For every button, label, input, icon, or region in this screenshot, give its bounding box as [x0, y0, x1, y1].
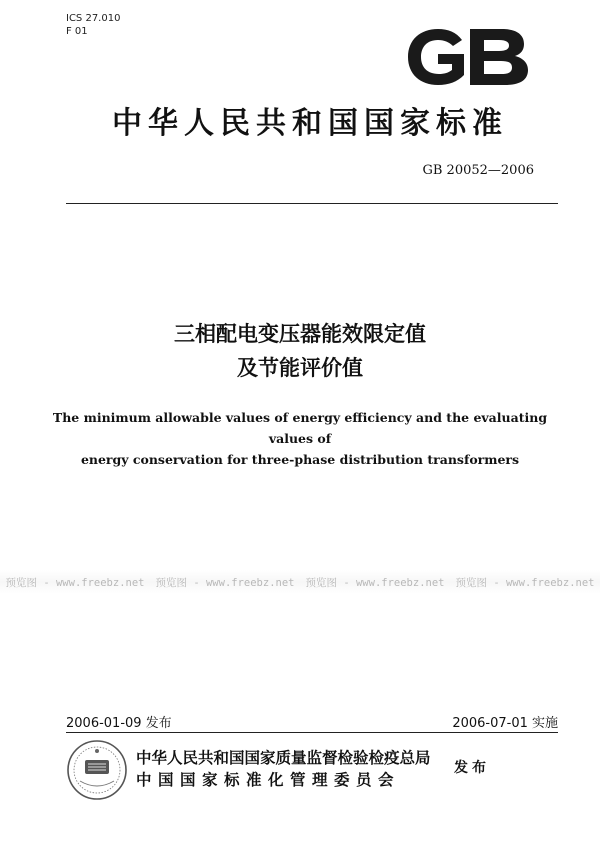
standard-number: GB 20052—2006	[422, 163, 534, 178]
publisher-seal-icon	[66, 739, 128, 801]
implementation-date: 2006-07-01 实施	[452, 716, 558, 731]
watermark-text: 预览图 - www.freebz.net	[155, 576, 295, 589]
watermark-text: 预览图 - www.freebz.net	[5, 576, 145, 589]
watermark-text: 预览图 - www.freebz.net	[305, 576, 445, 589]
issue-date: 2006-01-09 发布	[66, 716, 172, 731]
english-title	[30, 407, 570, 470]
gb-logo-icon	[404, 26, 532, 88]
standard-category-title: 中华人民共和国国家标准	[112, 106, 508, 141]
issued-label: 发布	[454, 760, 490, 776]
issuer-aqsiq: 中华人民共和国国家质量监督检验检疫总局	[136, 749, 431, 767]
document-title-line2: 及节能评价值	[237, 356, 363, 380]
english-title-line2: energy conservation for three-phase distribution transformers	[80, 452, 520, 467]
watermark-text: 预览图 - www.freebz.net	[455, 576, 595, 589]
footer-divider	[66, 732, 558, 733]
header-divider	[66, 203, 558, 204]
classification-codes	[66, 12, 120, 38]
issuer-sac: 中国国家标准化管理委员会	[136, 771, 401, 789]
document-title-line1: 三相配电变压器能效限定值	[174, 322, 426, 346]
watermark-strip	[0, 570, 600, 594]
ccs-code: F 01	[66, 26, 88, 37]
ics-code: ICS 27.010	[66, 13, 121, 24]
english-title-line1: The minimum allowable values of energy efficiency and the evaluating values of	[52, 410, 548, 446]
